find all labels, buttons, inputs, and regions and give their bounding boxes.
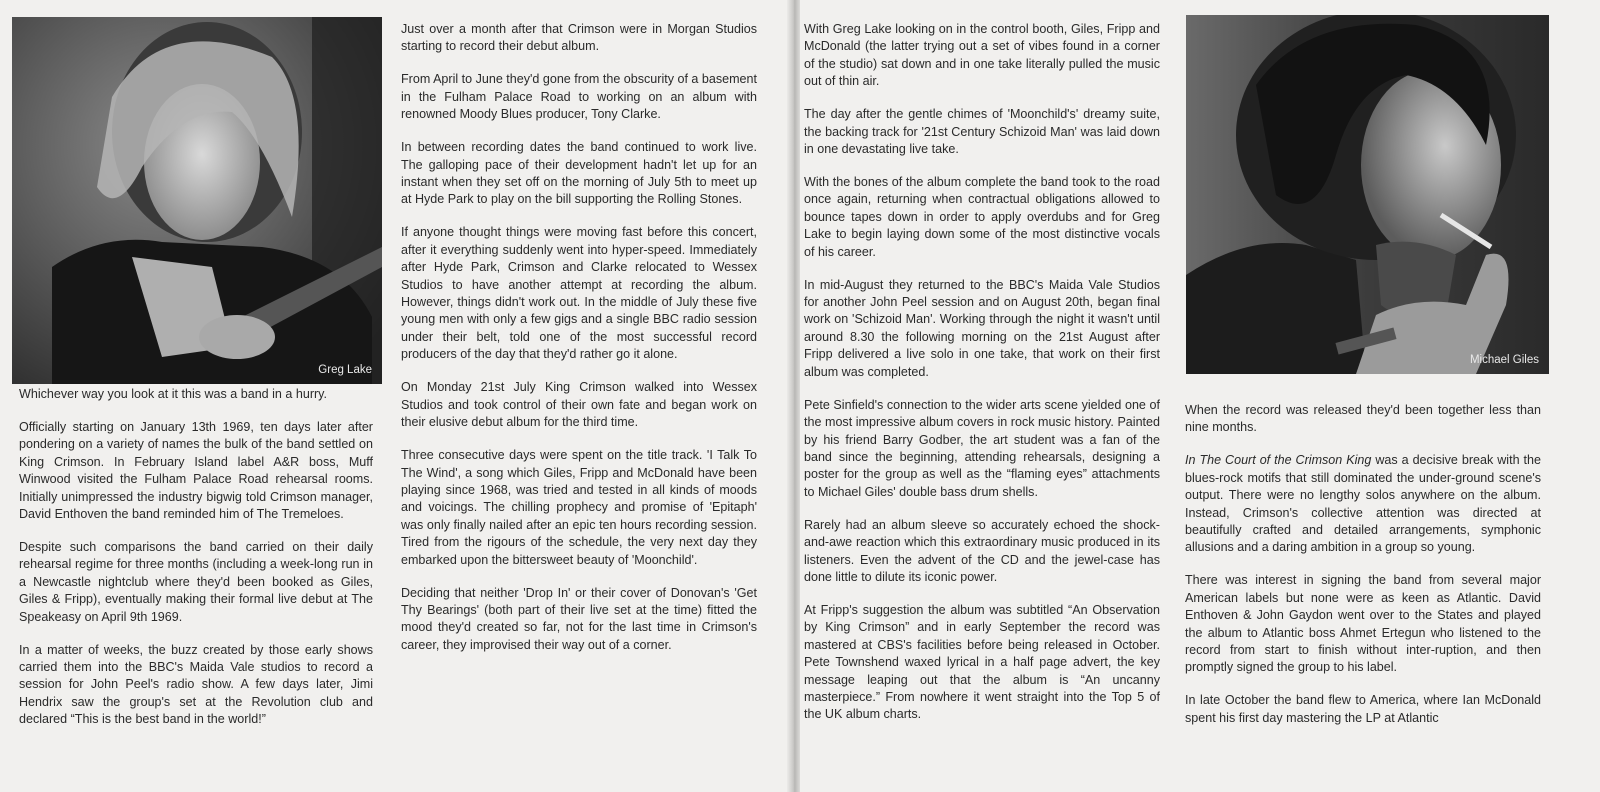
photo-caption-greg-lake: Greg Lake [318, 364, 372, 376]
paragraph: Three consecutive days were spent on the title track. 'I Talk To The Wind', a song which Giles, Fripp and McDonald have been playing since 1968, was tried and tested in all kinds of moods and voicings. The chilling prophecy and promise of 'Epitaph' was only finally nailed after an epic ten hours recording session. Tired from the rigours of the schedule, the very next day they embarked upon the bittersweet beauty of 'Moonchild'. [401, 448, 757, 567]
text-column-1 [19, 386, 373, 729]
paragraph: Rarely had an album sleeve so accurately echoed the shock-and-awe reaction which this extraordinary music produced in its listeners. Even the advent of the CD and the jewel-case has done little to dilute its iconic power. [804, 517, 1160, 584]
album-title: In The Court of the Crimson King [1185, 453, 1372, 468]
michael-giles-photo-image [1186, 15, 1549, 374]
text-column-3 [804, 21, 1160, 724]
paragraph: In between recording dates the band continued to work live. The galloping pace of their development hadn't let up for an instant when they set off on the morning of July 5th to meet up at Hyde Park to play on the bill supporting the Rolling Stones. [401, 140, 757, 207]
paragraph: Just over a month after that Crimson were in Morgan Studios starting to record their debut album. [401, 22, 757, 54]
paragraph: Pete Sinfield's connection to the wider arts scene yielded one of the most impressive album covers in rock music history. Painted by his friend Barry Godber, the art student was a fan of the band since the beginning, attending rehearsals, designing a poster for the group as well as the “flaming eyes” attachments to Michael Giles' double bass drum shells. [804, 397, 1160, 499]
paragraph: In late October the band flew to America, where Ian McDonald spent his first day mastering the LP at Atlantic [1185, 693, 1541, 725]
text-column-2 [401, 21, 757, 654]
photo-michael-giles [1186, 15, 1549, 374]
paragraph: In mid-August they returned to the BBC's Maida Vale Studios for another John Peel session and on August 20th, began final work on 'Schizoid Man'. Working through the night it wasn't until around 8.30 the following morning on the 21st August after Fripp delivered a live solo in one take, that work on their first album was completed. [804, 277, 1160, 379]
right-page [800, 0, 1600, 792]
paragraph: If anyone thought things were moving fast before this concert, after it everything suddenly went into hyper-speed. Immediately after Hyde Park, Crimson and Clarke relocated to Wessex Studios to have another attempt at recording the album. However, things didn't work out. In the middle of July these five young men with only a few gigs and a single BBC radio session under their belt, told one of the most successful record producers of the day that they'd rather go it alone. [401, 225, 757, 362]
left-page [0, 0, 792, 792]
paragraph: With Greg Lake looking on in the control booth, Giles, Fripp and McDonald (the latter trying out a set of vibes found in a corner of the studio) sat down and in one take literally pulled the music out of thin air. [804, 22, 1160, 89]
paragraph: Despite such comparisons the band carried on their daily rehearsal regime for three months (including a week-long run in a Newcastle nightclub where they'd been booked as Giles, Giles & Fripp), eventually making their formal live debut at The Speakeasy on April 9th 1969. [19, 540, 373, 624]
paragraph: In a matter of weeks, the buzz created by those early shows carried them into the BBC's Maida Vale studios to record a session for John Peel's radio show. A few days later, Jimi Hendrix saw the group's set at the Revolution club and declared “This is the best band in the world!” [19, 642, 373, 727]
paragraph: At Fripp's suggestion the album was subtitled “An Observation by King Crimson” and in early September the record was mastered at CBS's facilities before being released in October. Pete Townshend waxed lyrical in a half page advert, the key message leaping out that the album is “An uncanny masterpiece.” From nowhere it went straight into the Top 5 of the UK album charts. [804, 602, 1160, 722]
paragraph: The day after the gentle chimes of 'Moonchild's' dreamy suite, the backing track for '21st Century Schizoid Man' was laid down in one devastating live take. [804, 107, 1160, 157]
paragraph: Deciding that neither 'Drop In' or their cover of Donovan's 'Get Thy Bearings' (both part of their live set at the time) fitted the mood they'd created so far, not for the last time in Crimson's career, they improvised their way out of a corner. [401, 585, 757, 652]
paragraph: When the record was released they'd been together less than nine months. [1185, 403, 1541, 435]
page-gutter [787, 0, 801, 792]
photo-caption-michael-giles: Michael Giles [1469, 354, 1539, 366]
text-column-4 [1185, 402, 1541, 727]
paragraph: Whichever way you look at it this was a band in a hurry. [19, 387, 328, 401]
paragraph: On Monday 21st July King Crimson walked into Wessex Studios and took control of their own fate and began work on their elusive debut album for the third time. [401, 380, 757, 430]
paragraph: With the bones of the album complete the band took to the road once again, returning when contractual obligations allowed to bounce tapes down in order to apply overdubs and for Greg Lake to begin laying down some of the most distinctive vocals of his career. [804, 175, 1160, 259]
paragraph-text: was a decisive break with the blues-rock motifs that still dominated the under-ground scene's output. There were no lengthy solos anywhere on the album. Instead, Crimson's collective attention was directed at beautifully crafted and detailed arrangements, symphonic allusions and a daring ambition in a group so young. [1185, 453, 1541, 555]
photo-greg-lake [12, 17, 382, 384]
paragraph: Officially starting on January 13th 1969, ten days later after pondering on a variety of names the bulk of the band settled on King Crimson. In February Island label A&R boss, Muff Winwood visited the Fulham Palace Road rehearsal rooms. Initially unimpressed the industry bigwig told Crimson manager, David Enthoven the band reminded him of The Tremeloes. [19, 420, 373, 522]
paragraph [1185, 452, 1541, 556]
paragraph: There was interest in signing the band from several major American labels but none were as keen as Atlantic. David Enthoven & John Gaydon went over to the States and played the album to Atlantic boss Ahmet Ertegun who listened to the record from start to finish without inter-ruption, and then promptly signed the group to his label. [1185, 573, 1541, 675]
greg-lake-photo-image [12, 17, 382, 384]
paragraph: From April to June they'd gone from the obscurity of a basement in the Fulham Palace Road to working on an album with renowned Moody Blues producer, Tony Clarke. [401, 72, 757, 122]
